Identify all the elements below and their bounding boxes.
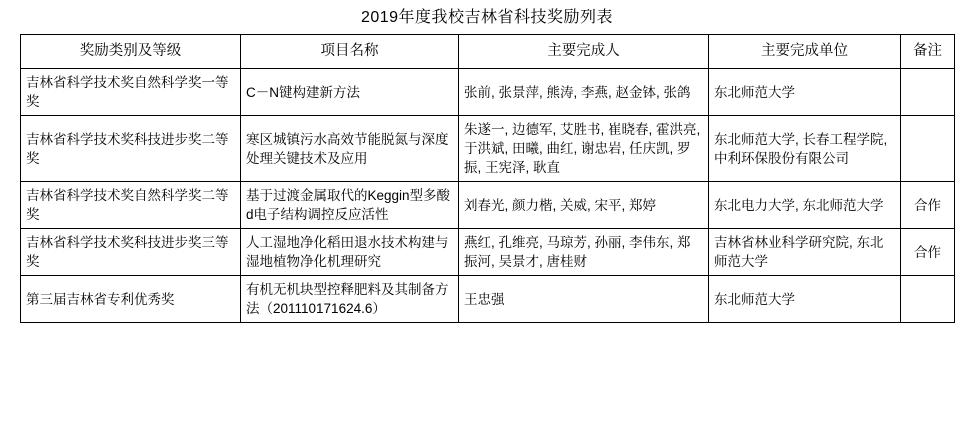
cell-category: 第三届吉林省专利优秀奖 [21,276,241,323]
cell-project: 基于过渡金属取代的Keggin型多酸d电子结构调控反应活性 [241,182,459,229]
cell-people: 朱遂一, 边德军, 艾胜书, 崔晓春, 霍洪亮, 于洪斌, 田曦, 曲红, 谢忠岩, 任庆凯, 罗振, 王宪泽, 耿直 [459,116,709,182]
cell-people: 燕红, 孔维亮, 马琼芳, 孙丽, 李伟东, 郑振河, 吴景才, 唐桂财 [459,229,709,276]
column-header-remark: 备注 [901,35,955,69]
cell-project: 人工湿地净化稻田退水技术构建与湿地植物净化机理研究 [241,229,459,276]
table-header [21,35,955,69]
column-header-category: 奖励类别及等级 [21,35,241,69]
cell-units: 东北师范大学 [709,276,901,323]
cell-units: 东北师范大学 [709,69,901,116]
award-table [20,34,955,323]
table-body [21,69,955,323]
table-row [21,276,955,323]
cell-units: 吉林省林业科学研究院, 东北师范大学 [709,229,901,276]
cell-remark [901,69,955,116]
cell-people: 刘春光, 颜力楷, 关威, 宋平, 郑婷 [459,182,709,229]
column-header-people: 主要完成人 [459,35,709,69]
table-row [21,69,955,116]
cell-project: 寒区城镇污水高效节能脱氮与深度处理关键技术及应用 [241,116,459,182]
cell-units: 东北师范大学, 长春工程学院, 中利环保股份有限公司 [709,116,901,182]
cell-units: 东北电力大学, 东北师范大学 [709,182,901,229]
cell-remark: 合作 [901,229,955,276]
cell-project: C－N键构建新方法 [241,69,459,116]
page-title: 2019年度我校吉林省科技奖励列表 [360,9,614,26]
cell-remark: 合作 [901,182,955,229]
table-row [21,182,955,229]
cell-category: 吉林省科学技术奖自然科学奖二等奖 [21,182,241,229]
column-header-units: 主要完成单位 [709,35,901,69]
cell-category: 吉林省科学技术奖科技进步奖三等奖 [21,229,241,276]
cell-people: 王忠强 [459,276,709,323]
cell-project: 有机无机块型控释肥料及其制备方法（201110171624.6） [241,276,459,323]
table-header-row [21,35,955,69]
cell-category: 吉林省科学技术奖科技进步奖二等奖 [21,116,241,182]
cell-remark [901,116,955,182]
column-header-project: 项目名称 [241,35,459,69]
cell-people: 张前, 张景萍, 熊涛, 李燕, 赵金钵, 张鸽 [459,69,709,116]
table-container [0,34,974,323]
cell-category: 吉林省科学技术奖自然科学奖一等奖 [21,69,241,116]
table-row [21,229,955,276]
cell-remark [901,276,955,323]
table-row [21,116,955,182]
